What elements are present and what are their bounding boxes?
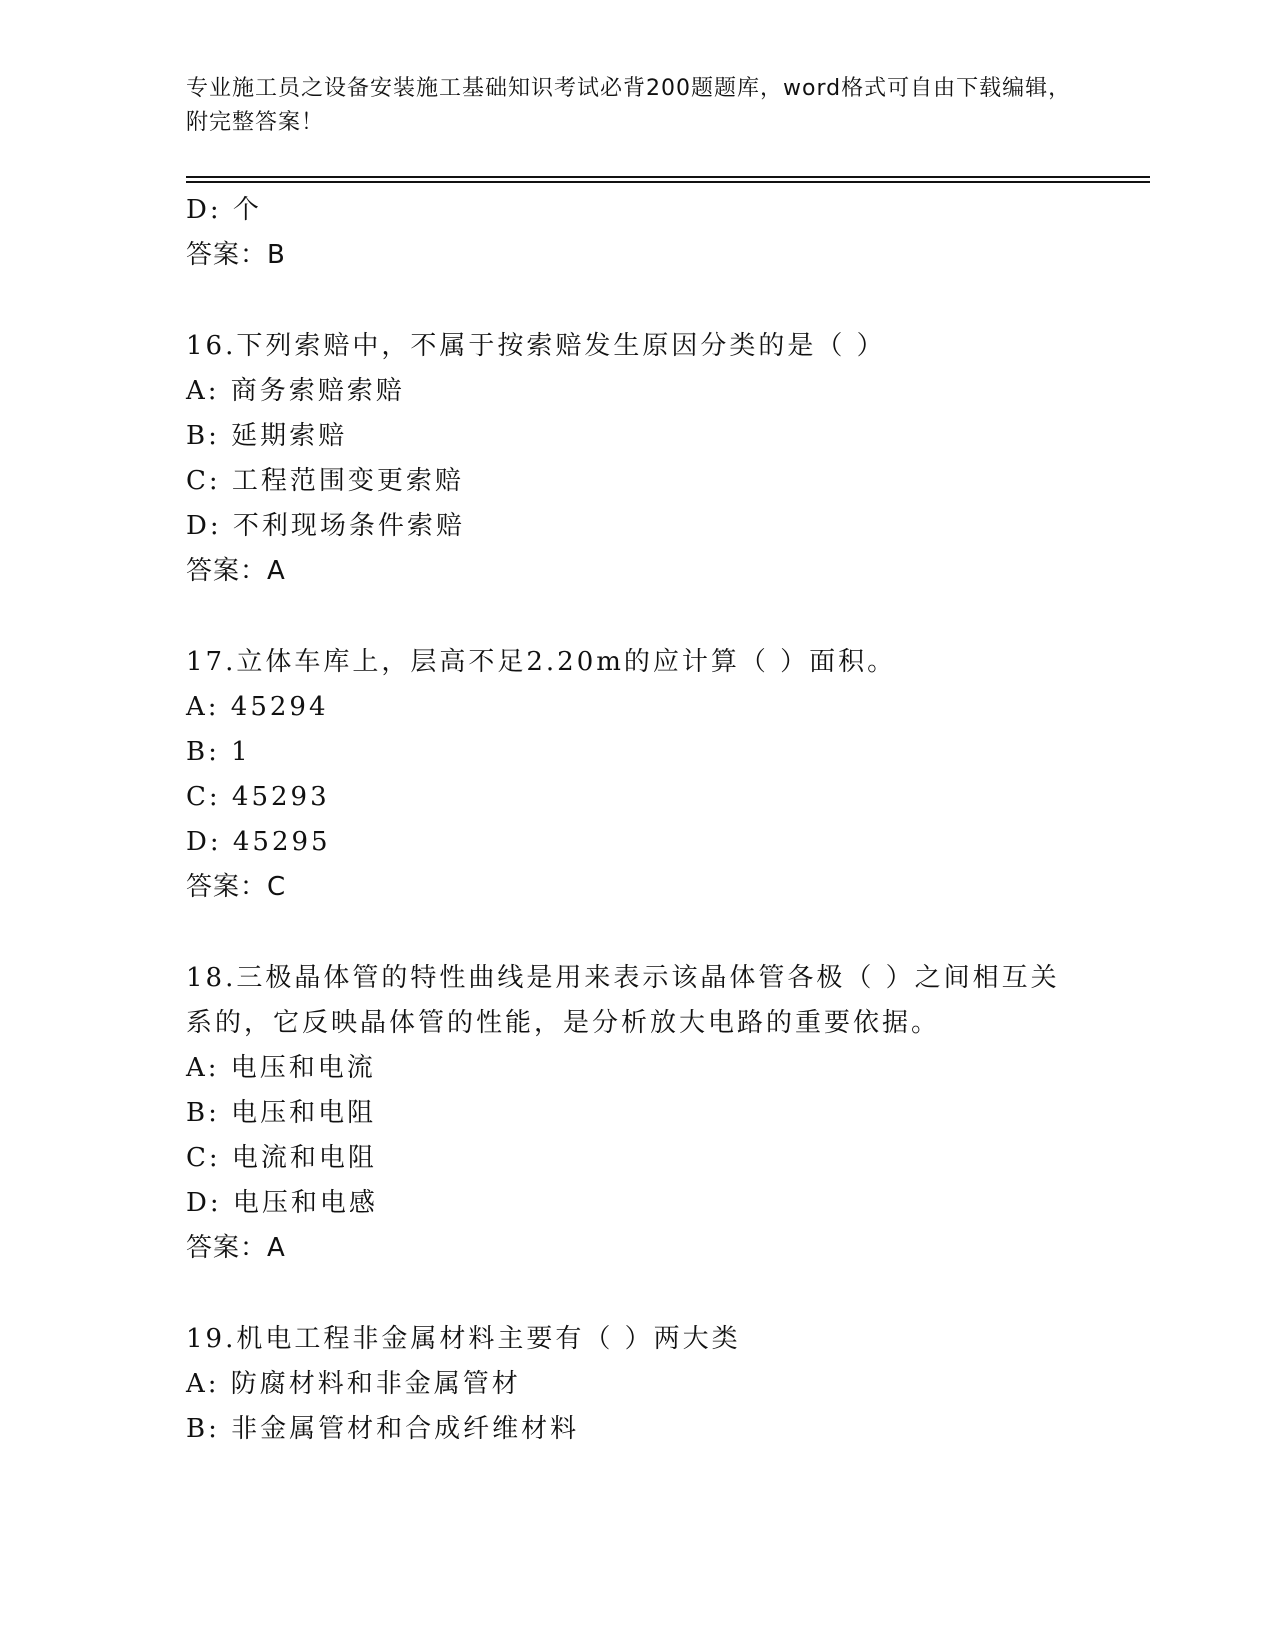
option-d: D: 不利现场条件索赔 (186, 511, 465, 541)
option-c: C: 45293 (186, 782, 330, 812)
answer: 答案：C (186, 872, 287, 902)
question-stem: 17.立体车库上，层高不足2.20m的应计算（ ）面积。 (186, 647, 897, 677)
option-a: A: 电压和电流 (186, 1053, 376, 1083)
option-b: B: 电压和电阻 (186, 1098, 377, 1128)
option-a: A: 45294 (186, 692, 329, 722)
option-c: C: 电流和电阻 (186, 1143, 377, 1173)
question-stem: 16.下列索赔中，不属于按索赔发生原因分类的是（ ） (186, 331, 886, 361)
question-stem: 18.三极晶体管的特性曲线是用来表示该晶体管各极（ ）之间相互关系的，它反映晶体管的性能，是分析放大电路的重要依据。 (186, 963, 1060, 1038)
option-d: D: 45295 (186, 827, 331, 857)
question-content (186, 188, 1086, 1452)
option-d: D: 个 (186, 195, 262, 225)
question-19 (186, 1317, 1086, 1452)
option-d: D: 电压和电感 (186, 1188, 378, 1218)
answer: 答案：A (186, 556, 286, 586)
option-a: A: 商务索赔索赔 (186, 376, 405, 406)
option-b: B: 非金属管材和合成纤维材料 (186, 1414, 580, 1444)
page-header: 专业施工员之设备安装施工基础知识考试必背200题题库，word格式可自由下载编辑，附完整答案！ (186, 76, 1072, 135)
header-rule-bottom (186, 181, 1150, 183)
question-16 (186, 324, 1086, 594)
question-18 (186, 956, 1086, 1271)
option-b: B: 1 (186, 737, 251, 767)
question-17 (186, 640, 1086, 910)
option-c: C: 工程范围变更索赔 (186, 466, 464, 496)
header-rule-top (186, 176, 1150, 178)
answer: 答案：B (186, 240, 286, 270)
option-b: B: 延期索赔 (186, 421, 348, 451)
answer: 答案：A (186, 1233, 286, 1263)
option-a: A: 防腐材料和非金属管材 (186, 1369, 521, 1399)
question-stem: 19.机电工程非金属材料主要有（ ）两大类 (186, 1324, 741, 1354)
